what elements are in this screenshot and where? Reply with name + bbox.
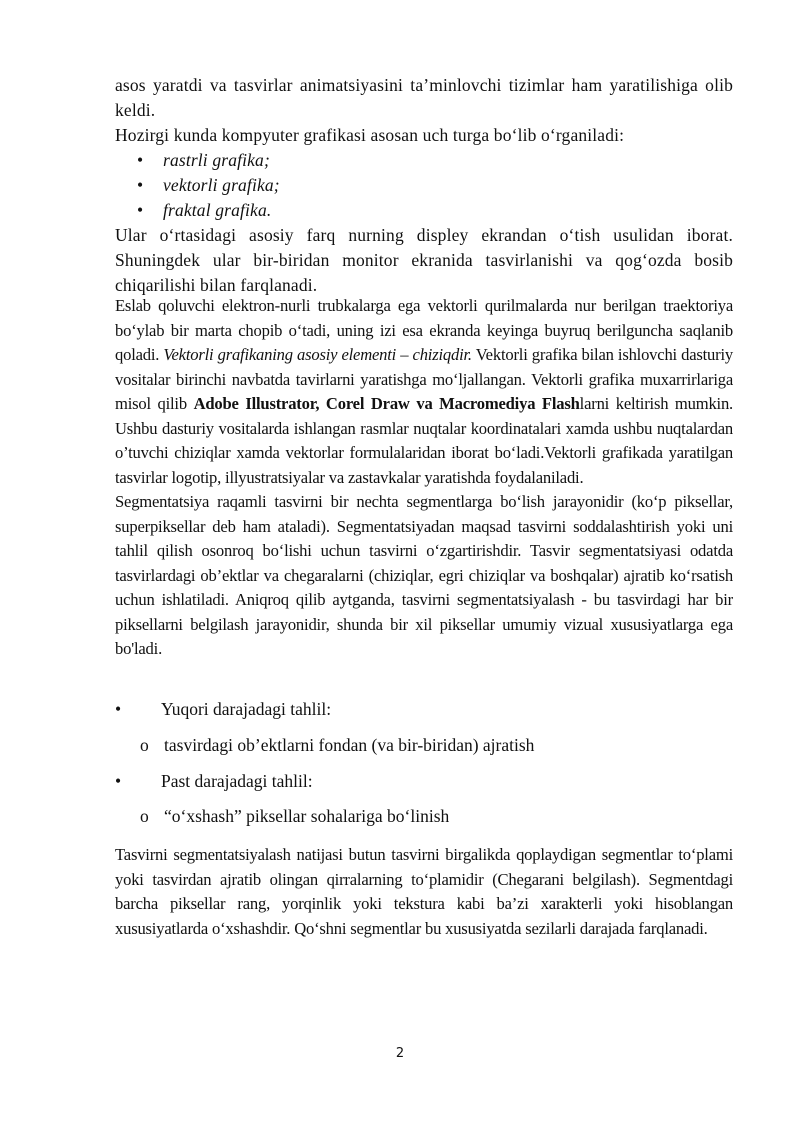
difference-paragraph: Ular o‘rtasidagi asosiy farq nurning displey ekrandan o‘tish usulidan iborat. Shuningdek ular bir-biridan monitor ekranida tasvirlanishi va qog‘ozda bosib chiqarilishi bilan farqlanadi. xyxy=(115,225,733,295)
circle-bullet-icon: o xyxy=(140,806,149,826)
bullet-icon: • xyxy=(115,771,122,791)
page-number: 2 xyxy=(395,1046,405,1061)
bullet-icon: • xyxy=(137,175,144,195)
grafika-types-list xyxy=(115,148,733,223)
grafika-types-intro: Hozirgi kunda kompyuter grafikasi asosan uch turga bo‘lib o‘rganiladi: xyxy=(115,125,625,145)
list-item: • rastrli grafika; xyxy=(115,148,733,173)
list-item: • vektorli grafika; xyxy=(115,173,733,198)
analysis-sub-label: tasvirdagi ob’ektlarni fondan (va bir-biridan) ajratish xyxy=(164,735,535,755)
circle-bullet-icon: o xyxy=(140,735,149,755)
intro-block xyxy=(115,73,733,298)
analysis-level-label: Yuqori darajadagi tahlil: xyxy=(161,699,332,719)
analysis-level-label: Past darajadagi tahlil: xyxy=(161,771,313,791)
bullet-icon: • xyxy=(137,150,144,170)
intro-paragraph: asos yaratdi va tasvirlar animatsiyasini ta’minlovchi tizimlar ham yaratilishiga olib keldi. xyxy=(115,75,733,120)
conclusion-block xyxy=(115,843,733,941)
analysis-sub-label: “o‘xshash” piksellar sohalariga bo‘linish xyxy=(164,806,450,826)
bullet-icon: • xyxy=(137,200,144,220)
vector-paragraph: Eslab qoluvchi elektron-nurli trubkalarga ega vektorli qurilmalarda nur berilgan traektoriya bo‘ylab bir marta chopib o‘tadi, uning izi esa ekranda keyinga buyruq berilguncha saqlanib qoladi. Vektorli grafikaning asosiy elementi – chiziqdir. Vektorli grafika bilan ishlovchi dasturiy vositalar birinchi navbatda tavirlarni yaratishga mo‘ljallangan. Vektorli grafika muxarrirlariga misol qilib Adobe Illustrator, Corel Draw va Macromediya Flashlarni keltirish mumkin. Ushbu dasturiy vositalarda ishlangan rasmlar nuqtalar koordinatalari xamda ushbu nuqtalardan o’tuvchi chiziqlar xamda vektorlar formulalaridan iborat bo‘ladi.Vektorli grafikada yaratilgan tasvirlar logotip, illyustratsiyalar va zastavkalar yaratishda foydalaniladi. xyxy=(115,296,733,487)
list-item: • fraktal grafika. xyxy=(115,198,733,223)
conclusion-paragraph: Tasvirni segmentatsiyalash natijasi butun tasvirni birgalikda qoplaydigan segmentlar to‘plami yoki tasvirdan ajratib olingan qirralarning to‘plamidir (Chegarani belgilash). Segmentdagi barcha piksellar rang, yorqinlik yoki tekstura kabi ba’zi xarakterli yoki hisoblangan xususiyatlarda o‘xshashdir. Qo‘shni segmentlar bu xususiyatda sezilarli darajada farqlanadi. xyxy=(115,845,733,938)
segmentation-paragraph: Segmentatsiya raqamli tasvirni bir nechta segmentlarga bo‘lish jarayonidir (ko‘p piksellar, superpiksellar deb ham ataladi). Segmentatsiyadan maqsad tasvirni soddalashtirish yoki uni tahlil qilish osonroq bo‘lishi uchun tasvirni o‘zgartirishdir. Tasvir segmentatsiyasi odatda tasvirlardagi ob’ektlar va chegaralarni (chiziqlar, egri chiziqlar va boshqalar) ajratib ko‘rsatish uchun ishlatiladi. Aniqroq qilib aytganda, tasvirni segmentatsiyalash - bu tasvirdagi har bir piksellarni belgilash jarayonidir, shunda bir xil piksellar umumiy vizual xususiyatlarga ega bo'ladi. xyxy=(115,492,733,658)
bullet-icon: • xyxy=(115,699,122,719)
body-block xyxy=(115,294,733,662)
